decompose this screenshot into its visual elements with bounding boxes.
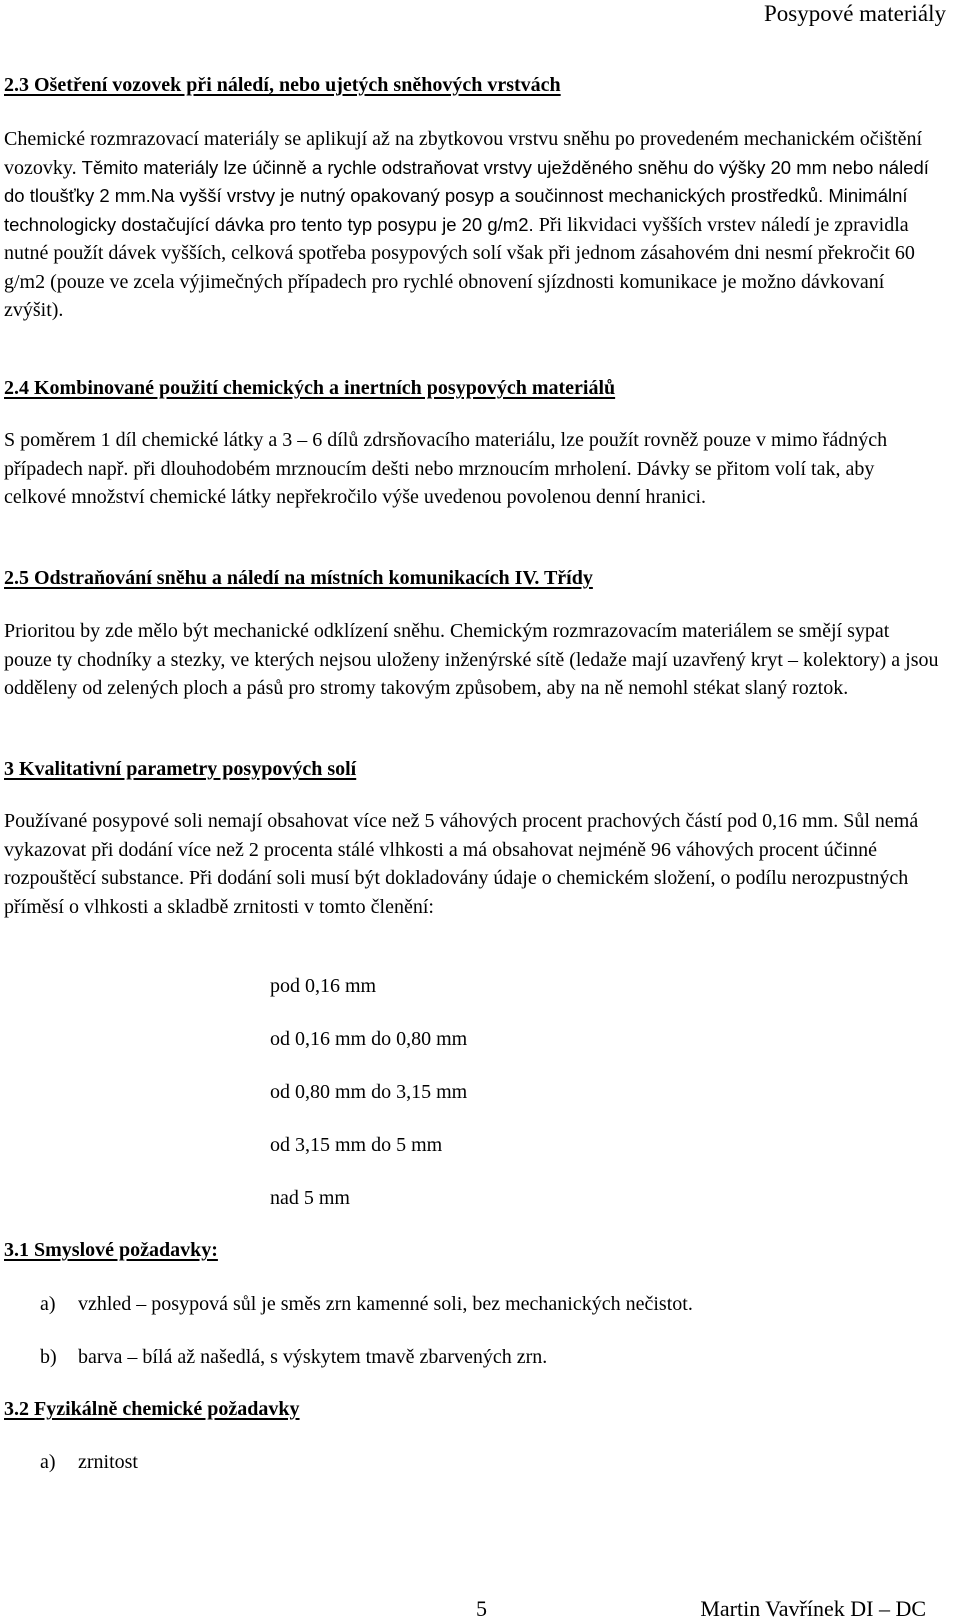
paragraph-2-5-text-b: Chemickým rozmrazovacím materiálem se smějí sypat pouze ty chodníky a stezky, ve kterých nejsou uloženy inženýrské sítě (ledaže mají uzavřený kryt – kolektory) a jsou odděleny od zelených ploch a pásů pro stromy takovým způsobem, aby na ně nemohl stékat slaný roztok.	[4, 620, 939, 699]
page-number: 5	[476, 1596, 487, 1621]
list-item-text: vzhled – posypová sůl je směs zrn kamenné soli, bez mechanických nečistot.	[78, 1293, 693, 1315]
heading-3-1: 3.1 Smyslové požadavky:	[4, 1239, 218, 1261]
grain-size-item: pod 0,16 mm	[270, 975, 377, 997]
footer-author: Martin Vavřínek DI – DC	[700, 1596, 926, 1621]
paragraph-3-text-a: Používané posypové soli nemají obsahovat více než 5 váhových procent prachových částí pod 0,16 mm.	[4, 810, 844, 832]
list-marker: a)	[40, 1451, 56, 1473]
paragraph-3-text-b: Sůl nemá vykazovat při dodání více než 2 procenta stálé vlhkosti a má obsahovat nejméně 96 váhových procent účinné rozpouštěcí substance.	[4, 810, 919, 889]
grain-size-item: od 0,16 mm do 0,80 mm	[270, 1028, 468, 1050]
paragraph-2-4	[4, 426, 939, 512]
list-item	[40, 1292, 693, 1316]
paragraph-3-text-c: Při dodání soli musí být dokladovány údaje o chemickém složení, o podílu nerozpustných příměsí o vlhkosti a skladbě zrnitosti v tomto členění:	[4, 867, 909, 918]
heading-3-2: 3.2 Fyzikálně chemické požadavky	[4, 1398, 300, 1420]
grain-size-item: nad 5 mm	[270, 1187, 350, 1209]
list-item	[40, 1450, 138, 1474]
heading-2-5: 2.5 Odstraňování sněhu a náledí na místních komunikacích IV. Třídy	[4, 567, 593, 589]
paragraph-2-3-text-b: Těmito materiály lze účinně a rychle odstraňovat vrstvy uježděného sněhu do výšky 20 mm nebo náledí do tloušťky 2 mm.Na vyšší vrstvy je nutný opakovaný posyp a součinnost mechanických prostředků. Minimální technologicky dostačující dávka pro tento typ posypu je 20 g/m2.	[4, 156, 929, 235]
heading-3: 3 Kvalitativní parametry posypových solí	[4, 758, 357, 780]
paragraph-2-5-text-a: Prioritou by zde mělo být mechanické odklízení sněhu.	[4, 620, 450, 642]
paragraph-2-3-text-a: Chemické rozmrazovací materiály se aplikují až na zbytkovou vrstvu sněhu po provedeném mechanickém očištění vozovky.	[4, 128, 923, 179]
list-marker: b)	[40, 1346, 57, 1368]
paragraph-2-4-text-b: Dávky se přitom volí tak, aby celkové množství chemické látky nepřekročilo výše uvedenou povolenou denní hranici.	[4, 457, 875, 508]
paragraph-2-3	[4, 125, 939, 325]
list-marker: a)	[40, 1293, 56, 1315]
running-header: Posypové materiály	[763, 1, 946, 26]
list-item-text: barva – bílá až našedlá, s výskytem tmavě zbarvených zrn.	[78, 1346, 548, 1368]
grain-size-item: od 3,15 mm do 5 mm	[270, 1134, 443, 1156]
list-item	[40, 1345, 547, 1369]
paragraph-3	[4, 807, 939, 921]
heading-2-4: 2.4 Kombinované použití chemických a inertních posypových materiálů	[4, 377, 616, 399]
grain-size-item: od 0,80 mm do 3,15 mm	[270, 1081, 468, 1103]
heading-2-3: 2.3 Ošetření vozovek při náledí, nebo ujetých sněhových vrstvách	[4, 74, 561, 96]
paragraph-2-3-text-c: Při likvidaci vyšších vrstev náledí je zpravidla nutné použít dávek vyšších, celková spotřeba posypových solí však při jednom zásahovém dni nesmí překročit 60 g/m2 (pouze ve zcela výjimečných případech pro rychlé obnovení sjízdnosti komunikace je možno dávkovaní zvýšit).	[4, 213, 915, 321]
paragraph-2-4-text-a: S poměrem 1 díl chemické látky a 3 – 6 dílů zdrsňovacího materiálu, lze použít rovněž pouze v mimo řádných případech např. při dlouhodobém mrznoucím dešti nebo mrznoucím mrholení.	[4, 429, 888, 480]
paragraph-2-5	[4, 617, 939, 703]
list-item-text: zrnitost	[78, 1451, 138, 1473]
